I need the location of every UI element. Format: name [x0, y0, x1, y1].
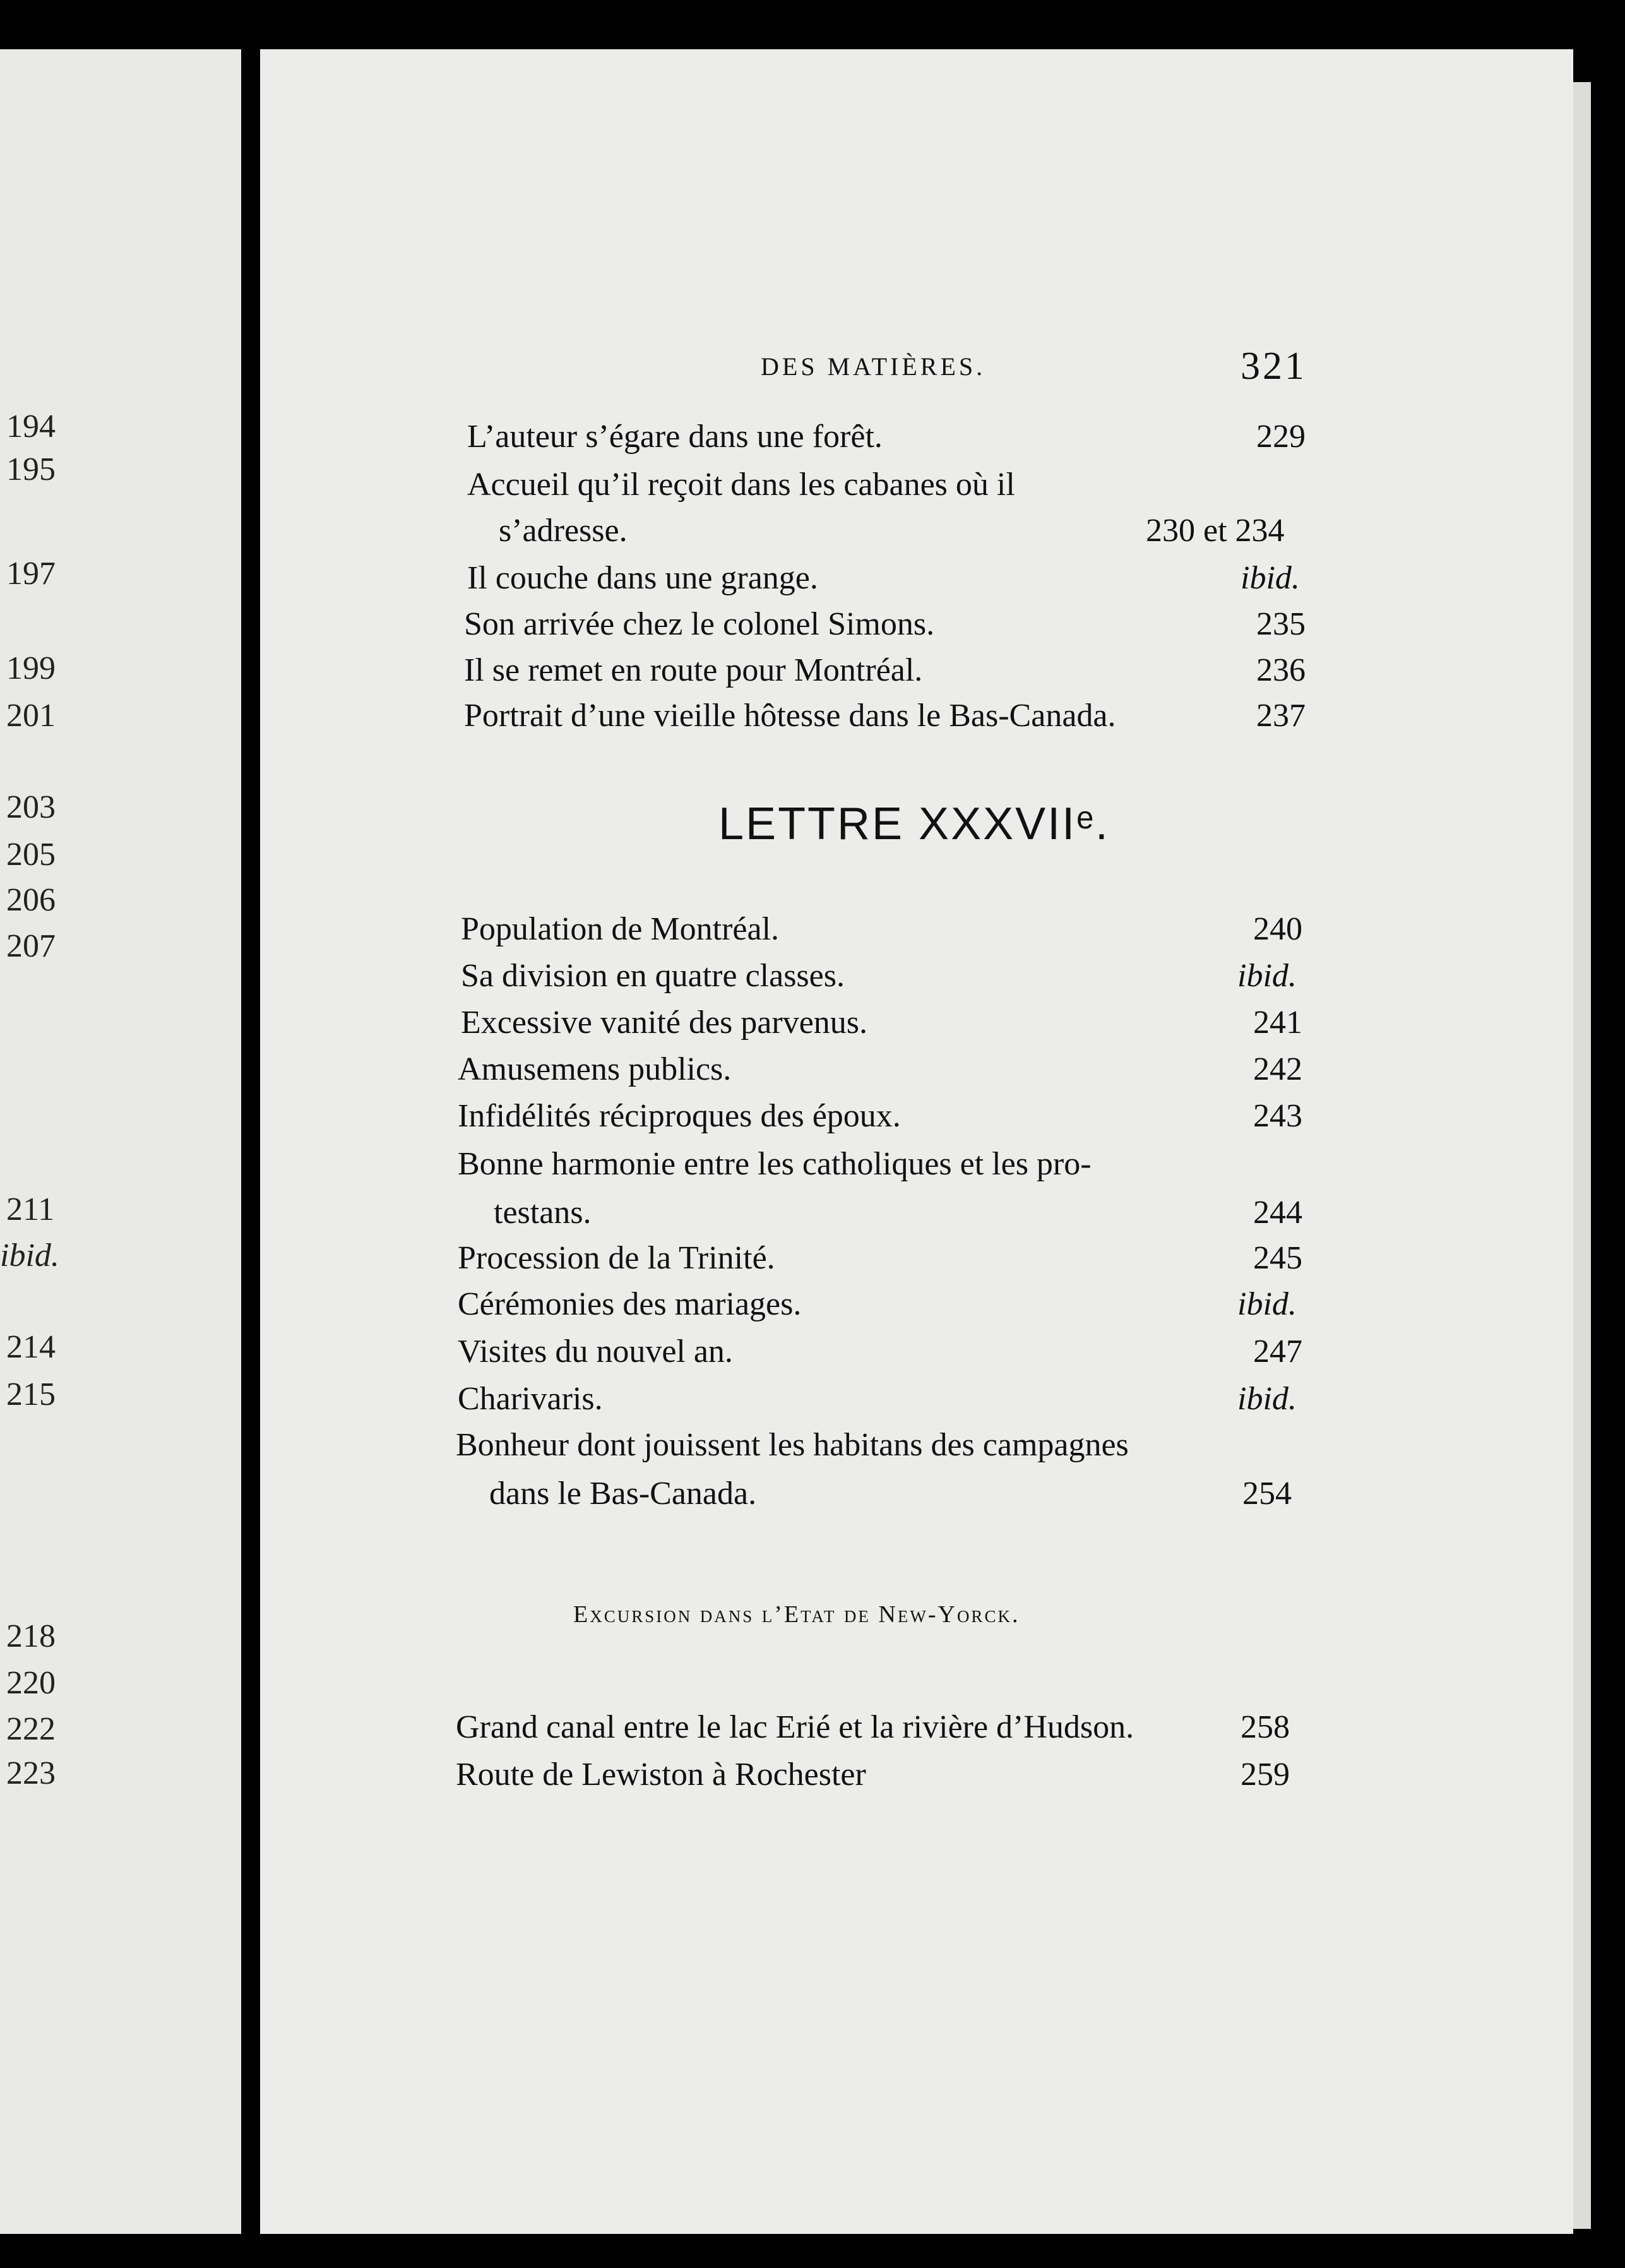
facing-page-number: 205 — [6, 837, 56, 873]
facing-page-number: 194 — [6, 409, 56, 445]
toc-entry: Cérémonies des mariages. — [458, 1286, 802, 1322]
toc-page-ref: 245 — [1253, 1240, 1302, 1276]
toc-page-ref: ibid. — [1237, 1381, 1297, 1417]
facing-page-number: 199 — [6, 650, 56, 686]
toc-entry: Il couche dans une grange. — [467, 560, 818, 596]
facing-page-number: 222 — [6, 1711, 56, 1747]
toc-entry: Bonheur dont jouissent les habitans des campagnes — [456, 1427, 1129, 1463]
toc-page-ref: 237 — [1256, 698, 1306, 734]
toc-entry: Sa division en quatre classes. — [461, 958, 845, 994]
toc-entry: s’adresse. — [499, 513, 628, 549]
facing-page-number: 197 — [6, 556, 56, 592]
toc-entry: Amusemens publics. — [458, 1051, 732, 1087]
toc-entry: Bonne harmonie entre les catholiques et les pro- — [458, 1146, 1092, 1182]
toc-entry: Charivaris. — [458, 1381, 603, 1417]
toc-page-ref: ibid. — [1237, 1286, 1297, 1322]
toc-page-ref: 236 — [1256, 652, 1306, 688]
toc-page-ref: 240 — [1253, 911, 1302, 947]
running-header-page-number: 321 — [1241, 345, 1307, 388]
page-edge — [1573, 82, 1591, 2229]
toc-entry: testans. — [494, 1195, 592, 1231]
toc-page-ref: 230 et 234 — [1146, 513, 1285, 549]
toc-entry: Excessive vanité des parvenus. — [461, 1005, 868, 1041]
toc-entry: Grand canal entre le lac Erié et la rivière d’Hudson. — [456, 1709, 1134, 1745]
toc-entry: Procession de la Trinité. — [458, 1240, 775, 1276]
toc-page-ref: 244 — [1253, 1195, 1302, 1231]
toc-entry: Son arrivée chez le colonel Simons. — [464, 606, 935, 642]
toc-page-ref: 242 — [1253, 1051, 1302, 1087]
facing-page-number: 223 — [6, 1755, 56, 1791]
facing-page-number: 207 — [6, 928, 56, 964]
facing-page-number: 195 — [6, 451, 56, 487]
facing-page-number: 211 — [6, 1191, 55, 1227]
facing-page-number: ibid. — [0, 1238, 59, 1274]
subsection-title: Excursion dans l’Etat de New-Yorck. — [573, 1601, 1020, 1628]
toc-page-ref: ibid. — [1237, 958, 1297, 994]
toc-page-ref: 258 — [1241, 1709, 1290, 1745]
facing-page-number: 218 — [6, 1618, 56, 1654]
toc-page-ref: 235 — [1256, 606, 1306, 642]
facing-page-number: 206 — [6, 882, 56, 918]
toc-entry: L’auteur s’égare dans une forêt. — [467, 419, 883, 455]
toc-page-ref: ibid. — [1241, 560, 1300, 596]
toc-entry: Portrait d’une vieille hôtesse dans le Bas-Canada. — [464, 698, 1116, 734]
toc-entry: Population de Montréal. — [461, 911, 780, 947]
facing-page-edge — [0, 49, 241, 2234]
toc-entry: dans le Bas-Canada. — [489, 1476, 757, 1512]
toc-page-ref: 259 — [1241, 1757, 1290, 1793]
toc-page-ref: 247 — [1253, 1334, 1302, 1370]
toc-page-ref: 254 — [1242, 1476, 1292, 1512]
toc-entry: Visites du nouvel an. — [458, 1334, 733, 1370]
toc-page-ref: 243 — [1253, 1098, 1302, 1134]
facing-page-number: 214 — [6, 1329, 56, 1365]
facing-page-number: 220 — [6, 1665, 56, 1701]
toc-page-ref: 229 — [1256, 419, 1306, 455]
facing-page-number: 203 — [6, 789, 56, 825]
toc-entry: Accueil qu’il reçoit dans les cabanes où il — [467, 467, 1015, 503]
running-header-title: DES MATIÈRES. — [761, 352, 986, 381]
toc-entry: Route de Lewiston à Rochester — [456, 1757, 866, 1793]
facing-page-number: 201 — [6, 698, 56, 734]
section-title: LETTRE XXXVIIᵉ. — [718, 799, 1110, 849]
toc-entry: Infidélités réciproques des époux. — [458, 1098, 901, 1134]
toc-entry: Il se remet en route pour Montréal. — [464, 652, 923, 688]
facing-page-number: 215 — [6, 1376, 56, 1412]
toc-page-ref: 241 — [1253, 1005, 1302, 1041]
